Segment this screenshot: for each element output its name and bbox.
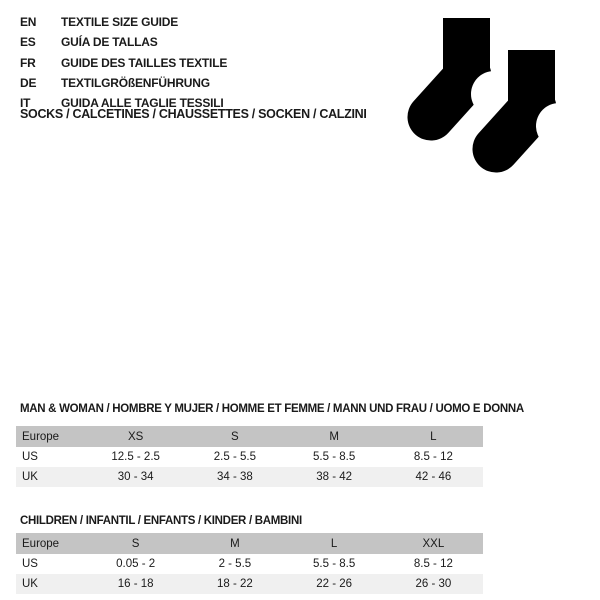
column-header-region: Europe — [22, 537, 60, 550]
language-code: ES — [20, 35, 36, 50]
language-row-es — [20, 32, 227, 52]
size-cell: 2 - 5.5 — [218, 558, 252, 570]
size-cell: 16 - 18 — [117, 578, 154, 590]
size-cell: 0.05 - 2 — [116, 558, 156, 570]
socks-icon — [390, 0, 600, 190]
region-label: UK — [22, 471, 38, 483]
table-title-man-woman: MAN & WOMAN / HOMBRE Y MUJER / HOMME ET FEMME / MANN UND FRAU / UOMO E DONNA — [20, 403, 524, 415]
language-label: TEXTILGRÖßENFÜHRUNG — [61, 75, 210, 90]
column-header-size: M — [329, 430, 339, 443]
size-cell: 5.5 - 8.5 — [313, 451, 356, 463]
category-line: SOCKS / CALCETINES / CHAUSSETTES / SOCKEN / CALZINI — [20, 107, 367, 121]
size-cell: 42 - 46 — [415, 471, 452, 483]
size-cell: 30 - 34 — [117, 471, 154, 483]
size-cell: 8.5 - 12 — [413, 558, 453, 570]
language-label: GUIDA ALLE TAGLIE TESSILI — [61, 96, 224, 111]
table-row-us — [16, 447, 483, 467]
region-label: US — [22, 451, 38, 463]
size-cell: 22 - 26 — [316, 578, 353, 590]
size-cell: 18 - 22 — [216, 578, 253, 590]
size-cell: 34 - 38 — [216, 471, 253, 483]
language-code: DE — [20, 75, 37, 90]
size-cell: 8.5 - 12 — [413, 451, 453, 463]
table-row-us — [16, 554, 483, 574]
sock-back — [431, 18, 517, 117]
table-title-children: CHILDREN / INFANTIL / ENFANTS / KINDER / BAMBINI — [20, 515, 302, 527]
size-cell: 38 - 42 — [316, 471, 353, 483]
table-row-uk — [16, 574, 483, 594]
size-cell: 12.5 - 2.5 — [111, 451, 160, 463]
size-cell: 5.5 - 8.5 — [313, 558, 356, 570]
sock-front — [496, 50, 582, 149]
language-label: GUÍA DE TALLAS — [61, 35, 158, 50]
table-header-row — [16, 426, 483, 447]
column-header-size: L — [430, 430, 437, 443]
column-header-size: XS — [127, 430, 144, 443]
size-cell: 26 - 30 — [415, 578, 452, 590]
size-table-children — [16, 533, 483, 594]
size-table-man-woman — [16, 426, 483, 487]
language-code: IT — [20, 96, 31, 111]
table-header-row — [16, 533, 483, 554]
column-header-size: S — [131, 537, 140, 550]
size-cell: 2.5 - 5.5 — [213, 451, 256, 463]
region-label: US — [22, 558, 38, 570]
language-label: TEXTILE SIZE GUIDE — [61, 15, 179, 29]
language-row-fr — [20, 53, 227, 73]
column-header-size: XXL — [422, 537, 445, 550]
language-code: FR — [20, 55, 36, 70]
language-row-de — [20, 73, 227, 93]
column-header-size: S — [231, 430, 239, 443]
region-label: UK — [22, 578, 38, 590]
language-row-en — [20, 12, 227, 32]
language-label: GUIDE DES TAILLES TEXTILE — [61, 55, 228, 70]
column-header-region: Europe — [22, 430, 60, 443]
table-row-uk — [16, 467, 483, 487]
language-code: EN — [20, 15, 37, 29]
column-header-size: L — [330, 537, 338, 550]
language-list — [20, 12, 227, 113]
column-header-size: M — [230, 537, 240, 550]
